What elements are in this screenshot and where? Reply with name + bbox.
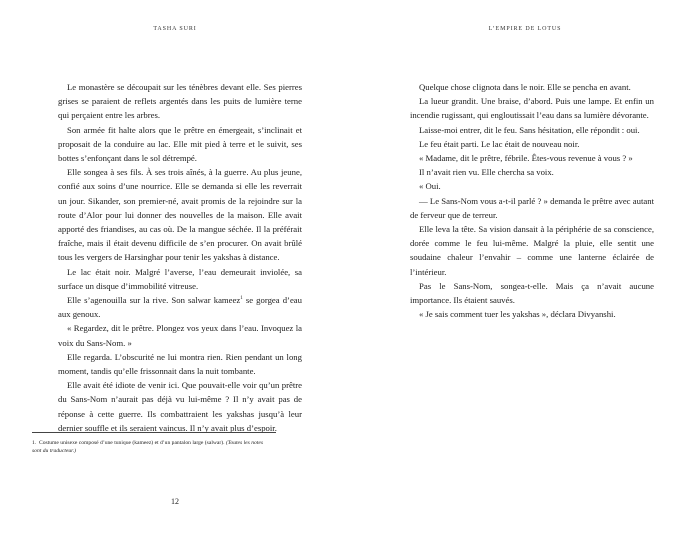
footnote-number: 1. [32,440,37,446]
right-page-body [410,80,654,321]
paragraph: « Oui. [419,181,441,192]
footnote [32,439,272,456]
page-number: 12 [171,497,179,506]
paragraph: Pas le Sans-Nom, songea-t-elle. Mais ça n’avait aucune importance. Ils étaient sauvés. [410,280,654,306]
paragraph: Elle avait été idiote de venir ici. Que pouvait-elle voir qu’un prêtre du Sans-Nom n’aurait pas déjà vu lui-même ? Il n’y avait pas de réponse à cette guerre. Ils combattraient les yakshas jusqu’à leur dernier souffle et ils seraient vaincus. Il n’y avait plus d’espoir. [58,380,302,433]
right-page [350,0,700,537]
paragraph: Elle regarda. L’obscurité ne lui montra rien. Rien pendant un long moment, tandis qu’elle frissonnait dans la nuit tombante. [58,351,302,377]
footnote-divider [32,432,276,433]
paragraph: Elle leva la tête. Sa vision dansait à la périphérie de sa conscience, dorée comme le feu lui-même. Malgré la pluie, elle sentit une soudaine chaleur l’envahir – comme une lanterne éclairée de l’intérieur. [410,224,654,277]
paragraph: La lueur grandit. Une braise, d’abord. Puis une lampe. Et enfin un incendie rugissant, qui engloutissait l’eau dans sa lumière dévorante. [410,96,654,121]
paragraph: « Regardez, dit le prêtre. Plongez vos yeux dans l’eau. Invoquez la voix du Sans-Nom. » [58,323,302,348]
paragraph: Le monastère se découpait sur les ténèbres devant elle. Ses pierres grises se paraient de reflets argentés dans les puits de lumière terne qui perçaient entre les arbres. [58,82,302,121]
footnote-text: Costume unisexe composé d’une tunique (kameez) et d’un pantalon large (salwar). [39,440,225,446]
paragraph: Le lac était noir. Malgré l’averse, l’eau demeurait inviolée, sa surface un disque d’immobilité vitreuse. [58,266,302,291]
paragraph: — Le Sans-Nom vous a-t-il parlé ? » demanda le prêtre avec autant de ferveur que de terreur. [410,195,654,220]
paragraph: Le feu était parti. Le lac était de nouveau noir. [419,138,580,149]
paragraph: « Je sais comment tuer les yakshas », déclara Divyanshi. [419,309,616,320]
paragraph: Il n’avait rien vu. Elle chercha sa voix. [419,167,554,178]
running-head-author: TASHA SURI [153,26,197,32]
paragraph-with-footnote [58,293,302,321]
paragraph: Laisse-moi entrer, dit le feu. Sans hésitation, elle répondit : oui. [419,124,640,135]
paragraph-text: Elle s’agenouilla sur la rive. Son salwar kameez [67,295,241,306]
paragraph: Quelque chose clignota dans le noir. Elle se pencha en avant. [419,82,631,92]
left-page-body [58,80,302,435]
running-head-title: L’EMPIRE DE LOTUS [488,26,562,32]
footnote-mark: 1 [240,296,243,302]
paragraph: « Madame, dit le prêtre, fébrile. Êtes-vous revenue à vous ? » [419,153,633,164]
paragraph: Son armée fit halte alors que le prêtre en émergeait, s’inclinait et proposait de la conduire au lac. Elle mit pied à terre et le suivit, ses bottes s’enfonçant dans le sol détrempé. [58,124,302,164]
footnote-translator-note: (Toutes les notes sont du traducteur.) [32,440,264,455]
paragraph: Elle songea à ses fils. À ses trois aînés, à la guerre. Au plus jeune, confié aux soins d’une nourrice. Elle se demanda si elle les reverrait un jour. Sikander, son premier-né, avait promis de la rejoindre sur la route d’Alor pour lui donner des nouvelles de la maison. Elle avait apporté des friandises, au cas où. De la mangue séchée. Il la préférait fraîche, mais il était devenu difficile de s’en procurer. On avait brûlé tous les vergers de Harsinghar pour tenir les yakshas à distance. [58,167,302,263]
paragraph-text: se gorgea d’eau aux genoux. [58,295,302,320]
